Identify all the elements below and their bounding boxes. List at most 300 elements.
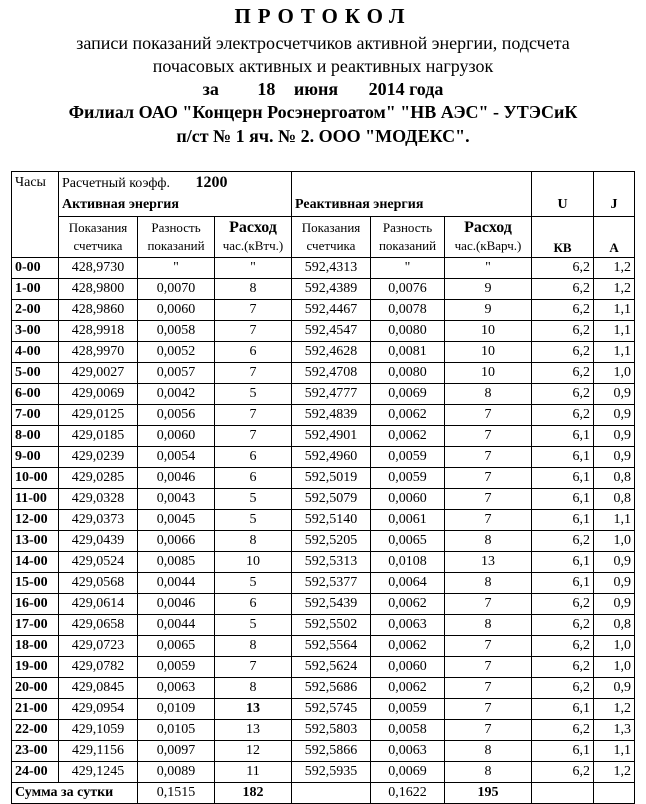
reactive-diff-cell: 0,0060 [371, 657, 445, 678]
voltage-cell: 6,2 [532, 531, 594, 552]
active-diff-cell: 0,0060 [138, 300, 215, 321]
voltage-cell: 6,2 [532, 258, 594, 279]
active-diff-cell: 0,0105 [138, 720, 215, 741]
current-cell: 1,2 [594, 762, 635, 783]
active-reading-cell: 429,0185 [59, 426, 138, 447]
active-diff-cell: 0,0059 [138, 657, 215, 678]
hour-cell: 2-00 [12, 300, 59, 321]
active-diff-cell: 0,0045 [138, 510, 215, 531]
total-label: Сумма за сутки [12, 783, 138, 804]
active-reading-cell: 429,1059 [59, 720, 138, 741]
active-diff-cell: 0,0044 [138, 615, 215, 636]
reactive-consumption-cell: 7 [445, 510, 532, 531]
active-diff-header [138, 217, 215, 258]
hour-cell: 12-00 [12, 510, 59, 531]
active-reading-cell: 429,0782 [59, 657, 138, 678]
active-diff-cell: 0,0070 [138, 279, 215, 300]
current-cell: 0,9 [594, 552, 635, 573]
date-line [0, 79, 646, 100]
document-title: ПРОТОКОЛ [234, 4, 412, 28]
active-diff-cell: 0,0043 [138, 489, 215, 510]
reactive-diff-cell: 0,0063 [371, 741, 445, 762]
hour-cell: 18-00 [12, 636, 59, 657]
reactive-reading-cell: 592,4467 [292, 300, 371, 321]
active-diff-cell: 0,0085 [138, 552, 215, 573]
active-consumption-cell: 5 [215, 615, 292, 636]
active-diff-cell: 0,0056 [138, 405, 215, 426]
active-diff-cell: 0,0054 [138, 447, 215, 468]
table-row [12, 489, 635, 510]
hour-cell: 7-00 [12, 405, 59, 426]
reactive-consumption-cell: 8 [445, 384, 532, 405]
reactive-consumption-cell: 9 [445, 279, 532, 300]
reactive-reading-cell: 592,5866 [292, 741, 371, 762]
coef-label: Расчетный коэфф. [62, 175, 170, 191]
current-cell: 1,2 [594, 279, 635, 300]
hour-cell: 16-00 [12, 594, 59, 615]
current-cell: 1,1 [594, 342, 635, 363]
table-row [12, 762, 635, 783]
coef-cell [59, 172, 292, 195]
active-diff-cell: 0,0066 [138, 531, 215, 552]
active-energy-header: Активная энергия [59, 194, 292, 217]
active-reading-cell: 429,0439 [59, 531, 138, 552]
active-unit-label: час.(кВтч.) [222, 238, 284, 253]
branch-name: Филиал ОАО "Концерн Росэнергоатом" "НВ АЭС" - УТЭСиК [68, 102, 578, 122]
reactive-reading-cell: 592,4313 [292, 258, 371, 279]
reactive-diff-cell: 0,0065 [371, 531, 445, 552]
total-active-consumption: 182 [215, 783, 292, 804]
reactive-consumption-cell: 7 [445, 657, 532, 678]
hour-cell: 3-00 [12, 321, 59, 342]
table-row [12, 384, 635, 405]
active-consumption-cell: 5 [215, 510, 292, 531]
active-reading-cell: 429,0658 [59, 615, 138, 636]
reactive-diff-label-1: Разность [382, 220, 433, 235]
active-consumption-cell: 8 [215, 678, 292, 699]
hour-cell: 22-00 [12, 720, 59, 741]
reactive-reading-cell: 592,5205 [292, 531, 371, 552]
table-row [12, 657, 635, 678]
active-diff-cell: 0,0046 [138, 594, 215, 615]
reactive-consumption-cell: 10 [445, 363, 532, 384]
table-row [12, 510, 635, 531]
voltage-cell: 6,2 [532, 678, 594, 699]
voltage-cell: 6,2 [532, 657, 594, 678]
table-row [12, 447, 635, 468]
voltage-cell: 6,1 [532, 489, 594, 510]
reactive-consumption-cell: 7 [445, 699, 532, 720]
hours-header: Часы [12, 172, 59, 195]
current-cell: 0,9 [594, 594, 635, 615]
active-consumption-cell: 10 [215, 552, 292, 573]
table-row [12, 741, 635, 762]
active-reading-cell: 429,0723 [59, 636, 138, 657]
active-consumption-cell: 11 [215, 762, 292, 783]
total-reactive-blank [292, 783, 371, 804]
active-diff-cell: 0,0065 [138, 636, 215, 657]
hour-cell: 23-00 [12, 741, 59, 762]
coef-value: 1200 [195, 173, 228, 191]
current-cell: 0,8 [594, 468, 635, 489]
reactive-diff-cell: 0,0062 [371, 594, 445, 615]
active-reading-cell: 428,9800 [59, 279, 138, 300]
current-cell: 1,1 [594, 300, 635, 321]
hour-cell: 5-00 [12, 363, 59, 384]
active-diff-cell: 0,0063 [138, 678, 215, 699]
reactive-reading-cell: 592,5439 [292, 594, 371, 615]
voltage-cell: 6,1 [532, 510, 594, 531]
reactive-reading-cell: 592,4547 [292, 321, 371, 342]
reactive-diff-cell: 0,0059 [371, 699, 445, 720]
reactive-consumption-cell: 7 [445, 489, 532, 510]
total-row [12, 783, 635, 804]
reactive-diff-label-2: показаний [378, 238, 437, 253]
date-prefix: за [202, 79, 219, 99]
active-reading-cell: 428,9918 [59, 321, 138, 342]
reactive-consumption-cell: 7 [445, 468, 532, 489]
reactive-reading-cell: 592,4901 [292, 426, 371, 447]
reactive-reading-cell: 592,4960 [292, 447, 371, 468]
active-consumption-cell: 7 [215, 300, 292, 321]
reactive-energy-header: Реактивная энергия [292, 194, 532, 217]
reactive-consumption-cell: 7 [445, 594, 532, 615]
subtitle-line-1: записи показаний электросчетчиков активной энергии, подсчета [76, 33, 570, 53]
table-row [12, 636, 635, 657]
reactive-top-blank [292, 172, 532, 195]
voltage-cell: 6,2 [532, 405, 594, 426]
reactive-diff-cell: 0,0058 [371, 720, 445, 741]
current-cell: 0,9 [594, 678, 635, 699]
reactive-consumption-cell: 8 [445, 573, 532, 594]
reactive-consumption-cell: 8 [445, 741, 532, 762]
active-diff-cell: 0,0044 [138, 573, 215, 594]
active-reading-cell: 429,1245 [59, 762, 138, 783]
total-reactive-consumption: 195 [445, 783, 532, 804]
reactive-consumption-cell: 7 [445, 426, 532, 447]
active-reading-cell: 429,0069 [59, 384, 138, 405]
j-unit: А [594, 217, 635, 258]
active-diff-cell: 0,0046 [138, 468, 215, 489]
current-cell: 0,9 [594, 426, 635, 447]
active-diff-cell: 0,0058 [138, 321, 215, 342]
voltage-cell: 6,2 [532, 342, 594, 363]
active-reading-cell: 429,0845 [59, 678, 138, 699]
table-row [12, 342, 635, 363]
active-consumption-cell: 5 [215, 573, 292, 594]
table-row [12, 258, 635, 279]
table-row [12, 405, 635, 426]
current-cell: 1,2 [594, 258, 635, 279]
active-consumption-cell: 6 [215, 594, 292, 615]
reactive-diff-cell: 0,0063 [371, 615, 445, 636]
substation-name: п/ст № 1 яч. № 2. ООО "МОДЕКС". [176, 126, 470, 146]
current-cell: 0,9 [594, 447, 635, 468]
subtitle-line-2: почасовых активных и реактивных нагрузок [152, 56, 494, 76]
active-diff-cell: 0,0109 [138, 699, 215, 720]
hour-cell: 0-00 [12, 258, 59, 279]
hour-cell: 17-00 [12, 615, 59, 636]
active-consumption-header [215, 217, 292, 258]
reactive-reading-cell: 592,4708 [292, 363, 371, 384]
voltage-cell: 6,2 [532, 321, 594, 342]
reactive-reading-cell: 592,5745 [292, 699, 371, 720]
date-month: июня [293, 79, 339, 99]
current-cell: 1,1 [594, 321, 635, 342]
reactive-diff-cell: 0,0062 [371, 636, 445, 657]
reactive-diff-cell: 0,0108 [371, 552, 445, 573]
hour-cell: 11-00 [12, 489, 59, 510]
current-cell: 1,1 [594, 510, 635, 531]
active-reading-cell: 429,0614 [59, 594, 138, 615]
active-diff-cell: 0,0057 [138, 363, 215, 384]
reactive-consumption-label: Расход [464, 219, 512, 236]
current-cell: 1,1 [594, 741, 635, 762]
reactive-consumption-cell: 8 [445, 615, 532, 636]
reactive-diff-cell: 0,0078 [371, 300, 445, 321]
table-row [12, 300, 635, 321]
active-readings-label-1: Показания [68, 220, 128, 235]
voltage-cell: 6,2 [532, 594, 594, 615]
reactive-reading-cell: 592,5564 [292, 636, 371, 657]
date-year: 2014 года [368, 79, 444, 99]
active-consumption-cell: 7 [215, 321, 292, 342]
active-diff-cell: 0,0042 [138, 384, 215, 405]
voltage-cell: 6,1 [532, 468, 594, 489]
reactive-consumption-cell: 8 [445, 762, 532, 783]
reactive-readings-label-1: Показания [301, 220, 361, 235]
voltage-cell: 6,1 [532, 573, 594, 594]
date-day: 18 [257, 79, 276, 99]
table-row [12, 552, 635, 573]
active-diff-cell: " [138, 258, 215, 279]
active-consumption-cell: 8 [215, 636, 292, 657]
reactive-reading-cell: 592,5377 [292, 573, 371, 594]
reactive-reading-cell: 592,5140 [292, 510, 371, 531]
reactive-unit-label: час.(кВарч.) [454, 238, 522, 253]
table-row [12, 720, 635, 741]
current-cell: 0,9 [594, 573, 635, 594]
table-row [12, 426, 635, 447]
reactive-diff-cell: 0,0061 [371, 510, 445, 531]
reactive-diff-header [371, 217, 445, 258]
table-row [12, 699, 635, 720]
reactive-diff-cell: 0,0081 [371, 342, 445, 363]
table-row [12, 573, 635, 594]
active-diff-cell: 0,0060 [138, 426, 215, 447]
reactive-readings-label-2: счетчика [306, 238, 356, 253]
hour-cell: 24-00 [12, 762, 59, 783]
meter-readings-table [11, 171, 635, 804]
reactive-reading-cell: 592,5079 [292, 489, 371, 510]
reactive-diff-cell: 0,0069 [371, 384, 445, 405]
current-cell: 1,3 [594, 720, 635, 741]
reactive-readings-header [292, 217, 371, 258]
active-reading-cell: 429,0027 [59, 363, 138, 384]
active-consumption-cell: 13 [215, 720, 292, 741]
active-reading-cell: 429,0328 [59, 489, 138, 510]
active-consumption-cell: 7 [215, 657, 292, 678]
active-consumption-cell: 13 [215, 699, 292, 720]
active-diff-label-1: Разность [151, 220, 201, 235]
current-cell: 1,2 [594, 699, 635, 720]
reactive-diff-cell: 0,0069 [371, 762, 445, 783]
active-consumption-label: Расход [229, 219, 277, 236]
table-row [12, 468, 635, 489]
hour-cell: 10-00 [12, 468, 59, 489]
current-cell: 1,0 [594, 531, 635, 552]
header-row-1 [12, 172, 635, 195]
voltage-cell: 6,2 [532, 384, 594, 405]
hour-cell: 19-00 [12, 657, 59, 678]
hour-cell: 9-00 [12, 447, 59, 468]
u-unit: КВ [532, 217, 594, 258]
reactive-reading-cell: 592,5019 [292, 468, 371, 489]
active-readings-header [59, 217, 138, 258]
reactive-consumption-cell: 10 [445, 321, 532, 342]
reactive-diff-cell: 0,0062 [371, 426, 445, 447]
table-row [12, 615, 635, 636]
reactive-diff-cell: 0,0062 [371, 678, 445, 699]
voltage-cell: 6,2 [532, 279, 594, 300]
readings-body [12, 258, 635, 783]
active-consumption-cell: 5 [215, 489, 292, 510]
hour-cell: 4-00 [12, 342, 59, 363]
active-diff-cell: 0,0052 [138, 342, 215, 363]
current-cell: 1,0 [594, 657, 635, 678]
reactive-consumption-cell: 7 [445, 447, 532, 468]
reactive-diff-cell: 0,0060 [371, 489, 445, 510]
table-row [12, 363, 635, 384]
reactive-diff-cell: 0,0059 [371, 447, 445, 468]
table-row [12, 279, 635, 300]
total-reactive-diff: 0,1622 [371, 783, 445, 804]
voltage-cell: 6,2 [532, 720, 594, 741]
voltage-cell: 6,2 [532, 636, 594, 657]
voltage-cell: 6,1 [532, 447, 594, 468]
reactive-consumption-cell: 8 [445, 531, 532, 552]
total-active-diff: 0,1515 [138, 783, 215, 804]
reactive-diff-cell: 0,0062 [371, 405, 445, 426]
reactive-consumption-cell: 7 [445, 720, 532, 741]
active-consumption-cell: 6 [215, 342, 292, 363]
reactive-diff-cell: 0,0080 [371, 321, 445, 342]
voltage-cell: 6,1 [532, 741, 594, 762]
active-reading-cell: 429,0524 [59, 552, 138, 573]
total-u-blank [532, 783, 594, 804]
reactive-consumption-cell: 13 [445, 552, 532, 573]
hours-blank-2 [12, 217, 59, 258]
u-header: U [532, 194, 594, 217]
reactive-reading-cell: 592,4628 [292, 342, 371, 363]
voltage-cell: 6,2 [532, 363, 594, 384]
active-consumption-cell: 12 [215, 741, 292, 762]
reactive-reading-cell: 592,4389 [292, 279, 371, 300]
header-row-3 [12, 217, 635, 258]
voltage-cell: 6,1 [532, 552, 594, 573]
table-row [12, 531, 635, 552]
current-cell: 0,8 [594, 489, 635, 510]
reactive-reading-cell: 592,5502 [292, 615, 371, 636]
active-reading-cell: 429,0954 [59, 699, 138, 720]
voltage-cell: 6,2 [532, 615, 594, 636]
current-cell: 1,0 [594, 636, 635, 657]
active-reading-cell: 428,9860 [59, 300, 138, 321]
active-consumption-cell: 7 [215, 363, 292, 384]
active-consumption-cell: 7 [215, 405, 292, 426]
active-reading-cell: 428,9730 [59, 258, 138, 279]
current-cell: 1,0 [594, 363, 635, 384]
active-consumption-cell: 5 [215, 384, 292, 405]
voltage-cell: 6,2 [532, 300, 594, 321]
active-consumption-cell: 8 [215, 279, 292, 300]
active-diff-label-2: показаний [147, 238, 205, 253]
active-reading-cell: 429,0285 [59, 468, 138, 489]
hour-cell: 15-00 [12, 573, 59, 594]
reactive-consumption-cell: 10 [445, 342, 532, 363]
j-header: J [594, 194, 635, 217]
current-cell: 0,8 [594, 615, 635, 636]
reactive-consumption-cell: 7 [445, 405, 532, 426]
current-cell: 0,9 [594, 384, 635, 405]
hour-cell: 20-00 [12, 678, 59, 699]
reactive-consumption-cell: 7 [445, 678, 532, 699]
table-row [12, 678, 635, 699]
active-diff-cell: 0,0089 [138, 762, 215, 783]
active-readings-label-2: счетчика [73, 238, 123, 253]
hour-cell: 6-00 [12, 384, 59, 405]
reactive-consumption-cell: 9 [445, 300, 532, 321]
reactive-diff-cell: 0,0064 [371, 573, 445, 594]
voltage-cell: 6,1 [532, 426, 594, 447]
active-reading-cell: 429,0373 [59, 510, 138, 531]
active-consumption-cell: 6 [215, 468, 292, 489]
voltage-cell: 6,1 [532, 699, 594, 720]
reactive-reading-cell: 592,4839 [292, 405, 371, 426]
active-reading-cell: 429,0125 [59, 405, 138, 426]
reactive-consumption-header [445, 217, 532, 258]
current-cell: 0,9 [594, 405, 635, 426]
hours-blank [12, 194, 59, 217]
active-reading-cell: 429,1156 [59, 741, 138, 762]
hour-cell: 14-00 [12, 552, 59, 573]
j-top-blank [594, 172, 635, 195]
active-diff-cell: 0,0097 [138, 741, 215, 762]
reactive-reading-cell: 592,5624 [292, 657, 371, 678]
hour-cell: 1-00 [12, 279, 59, 300]
reactive-consumption-cell: 7 [445, 636, 532, 657]
table-row [12, 594, 635, 615]
reactive-diff-cell: 0,0080 [371, 363, 445, 384]
hour-cell: 21-00 [12, 699, 59, 720]
reactive-diff-cell: " [371, 258, 445, 279]
reactive-consumption-cell: " [445, 258, 532, 279]
active-consumption-cell: 8 [215, 531, 292, 552]
u-top-blank [532, 172, 594, 195]
reactive-diff-cell: 0,0076 [371, 279, 445, 300]
reactive-reading-cell: 592,5686 [292, 678, 371, 699]
active-reading-cell: 429,0568 [59, 573, 138, 594]
active-consumption-cell: " [215, 258, 292, 279]
hour-cell: 8-00 [12, 426, 59, 447]
active-consumption-cell: 6 [215, 447, 292, 468]
reactive-diff-cell: 0,0059 [371, 468, 445, 489]
reactive-reading-cell: 592,4777 [292, 384, 371, 405]
hour-cell: 13-00 [12, 531, 59, 552]
total-j-blank [594, 783, 635, 804]
voltage-cell: 6,2 [532, 762, 594, 783]
header-row-2 [12, 194, 635, 217]
